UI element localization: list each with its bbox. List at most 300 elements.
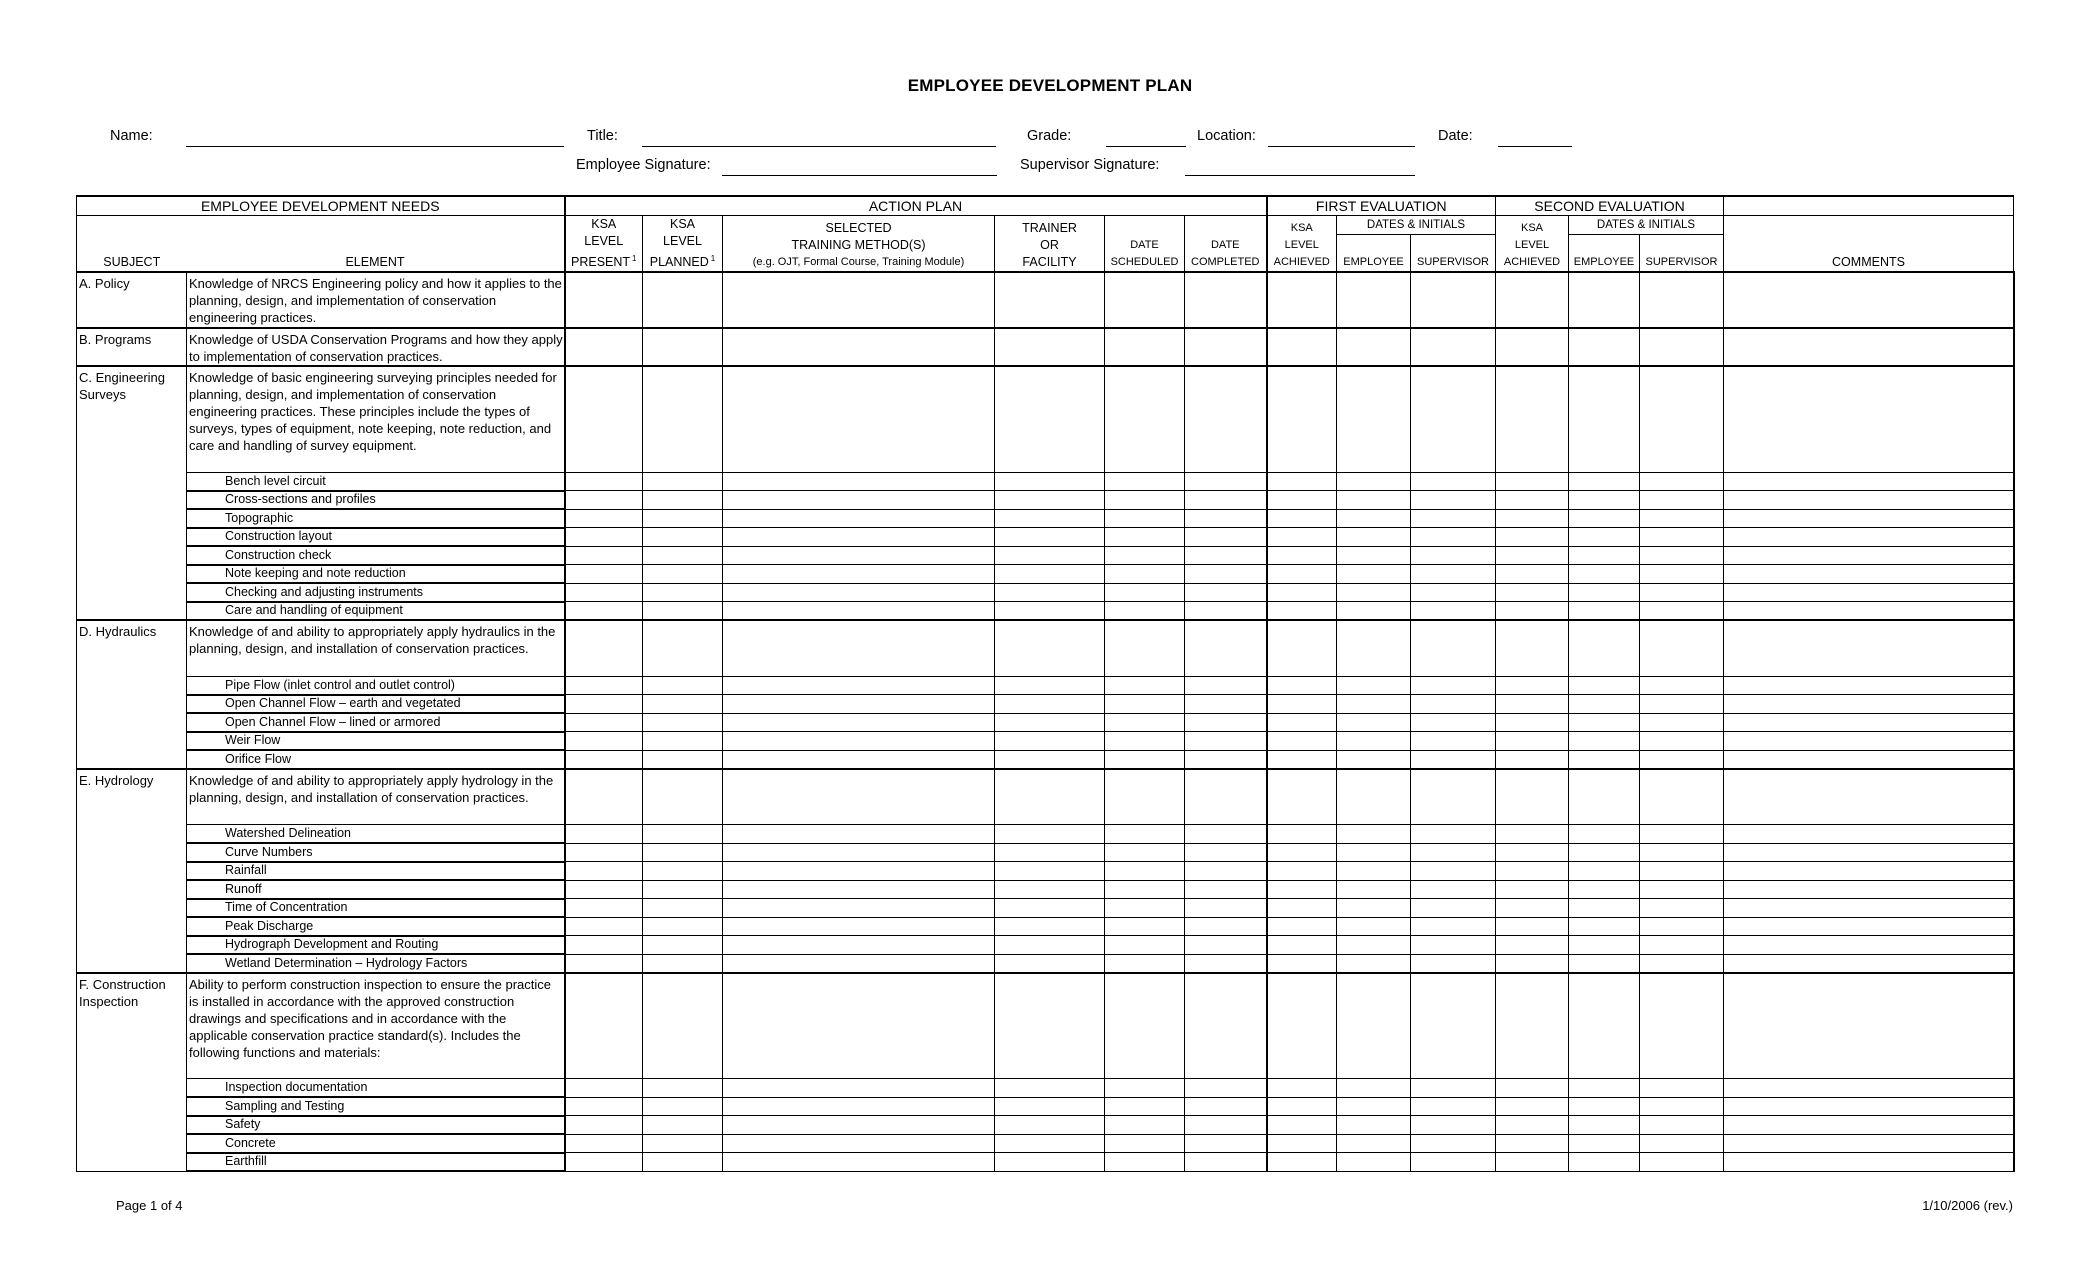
- entry-cell[interactable]: [1496, 1153, 1569, 1172]
- entry-cell[interactable]: [1185, 472, 1267, 491]
- entry-cell[interactable]: [1411, 862, 1496, 881]
- entry-cell[interactable]: [1411, 732, 1496, 751]
- entry-cell[interactable]: [1105, 1097, 1185, 1116]
- entry-cell[interactable]: [1185, 1116, 1267, 1135]
- entry-cell[interactable]: [643, 583, 723, 602]
- entry-cell[interactable]: [995, 954, 1105, 973]
- entry-cell[interactable]: [1640, 936, 1724, 955]
- entry-cell[interactable]: [723, 769, 995, 825]
- entry-cell[interactable]: [723, 546, 995, 565]
- entry-cell[interactable]: [995, 1134, 1105, 1153]
- entry-cell[interactable]: [1411, 713, 1496, 732]
- entry-cell[interactable]: [565, 620, 643, 676]
- entry-cell[interactable]: [1569, 272, 1640, 328]
- entry-cell[interactable]: [1569, 954, 1640, 973]
- entry-cell[interactable]: [995, 620, 1105, 676]
- entry-cell[interactable]: [1105, 328, 1185, 366]
- entry-cell[interactable]: [1496, 546, 1569, 565]
- entry-cell[interactable]: [1185, 825, 1267, 844]
- entry-cell[interactable]: [1411, 695, 1496, 714]
- entry-cell[interactable]: [1496, 917, 1569, 936]
- entry-cell[interactable]: [1185, 491, 1267, 510]
- entry-cell[interactable]: [1569, 917, 1640, 936]
- entry-cell[interactable]: [1569, 695, 1640, 714]
- entry-cell[interactable]: [1496, 366, 1569, 472]
- entry-cell[interactable]: [723, 1116, 995, 1135]
- entry-cell[interactable]: [1105, 825, 1185, 844]
- entry-cell[interactable]: [1569, 366, 1640, 472]
- entry-cell[interactable]: [565, 1116, 643, 1135]
- entry-cell[interactable]: [1640, 509, 1724, 528]
- name-field[interactable]: [186, 146, 564, 147]
- entry-cell[interactable]: [565, 1134, 643, 1153]
- entry-cell[interactable]: [1337, 676, 1411, 695]
- entry-cell[interactable]: [995, 936, 1105, 955]
- entry-cell[interactable]: [1640, 472, 1724, 491]
- entry-cell[interactable]: [1640, 880, 1724, 899]
- entry-cell[interactable]: [723, 328, 995, 366]
- entry-cell[interactable]: [565, 472, 643, 491]
- entry-cell[interactable]: [565, 954, 643, 973]
- entry-cell[interactable]: [1496, 583, 1569, 602]
- entry-cell[interactable]: [1640, 713, 1724, 732]
- entry-cell[interactable]: [1267, 769, 1337, 825]
- entry-cell[interactable]: [1496, 880, 1569, 899]
- entry-cell[interactable]: [1411, 272, 1496, 328]
- entry-cell[interactable]: [1496, 491, 1569, 510]
- entry-cell[interactable]: [1496, 732, 1569, 751]
- entry-cell[interactable]: [1185, 862, 1267, 881]
- entry-cell[interactable]: [1411, 917, 1496, 936]
- entry-cell[interactable]: [995, 509, 1105, 528]
- entry-cell[interactable]: [1267, 1079, 1337, 1098]
- entry-cell[interactable]: [1337, 880, 1411, 899]
- location-field[interactable]: [1268, 146, 1415, 147]
- entry-cell[interactable]: [1569, 750, 1640, 769]
- entry-cell[interactable]: [1724, 583, 2014, 602]
- entry-cell[interactable]: [1267, 328, 1337, 366]
- entry-cell[interactable]: [1267, 973, 1337, 1079]
- entry-cell[interactable]: [1185, 695, 1267, 714]
- entry-cell[interactable]: [1337, 936, 1411, 955]
- entry-cell[interactable]: [1105, 769, 1185, 825]
- entry-cell[interactable]: [1185, 620, 1267, 676]
- grade-field[interactable]: [1106, 146, 1186, 147]
- entry-cell[interactable]: [995, 491, 1105, 510]
- entry-cell[interactable]: [1185, 899, 1267, 918]
- entry-cell[interactable]: [1496, 862, 1569, 881]
- entry-cell[interactable]: [1105, 620, 1185, 676]
- entry-cell[interactable]: [1267, 713, 1337, 732]
- entry-cell[interactable]: [1640, 491, 1724, 510]
- supervisor-signature-field[interactable]: [1185, 175, 1415, 176]
- entry-cell[interactable]: [1569, 713, 1640, 732]
- entry-cell[interactable]: [1569, 1097, 1640, 1116]
- entry-cell[interactable]: [1640, 732, 1724, 751]
- entry-cell[interactable]: [995, 862, 1105, 881]
- entry-cell[interactable]: [1496, 713, 1569, 732]
- entry-cell[interactable]: [643, 1079, 723, 1098]
- entry-cell[interactable]: [1569, 546, 1640, 565]
- entry-cell[interactable]: [1411, 1116, 1496, 1135]
- employee-signature-field[interactable]: [722, 175, 997, 176]
- entry-cell[interactable]: [1185, 732, 1267, 751]
- entry-cell[interactable]: [1105, 917, 1185, 936]
- entry-cell[interactable]: [1496, 936, 1569, 955]
- entry-cell[interactable]: [1724, 546, 2014, 565]
- entry-cell[interactable]: [1411, 936, 1496, 955]
- entry-cell[interactable]: [1640, 1153, 1724, 1172]
- entry-cell[interactable]: [643, 602, 723, 621]
- entry-cell[interactable]: [1569, 472, 1640, 491]
- entry-cell[interactable]: [995, 825, 1105, 844]
- entry-cell[interactable]: [1105, 272, 1185, 328]
- entry-cell[interactable]: [643, 509, 723, 528]
- entry-cell[interactable]: [565, 1097, 643, 1116]
- entry-cell[interactable]: [1411, 973, 1496, 1079]
- entry-cell[interactable]: [1640, 546, 1724, 565]
- entry-cell[interactable]: [1185, 565, 1267, 584]
- entry-cell[interactable]: [565, 328, 643, 366]
- entry-cell[interactable]: [1105, 583, 1185, 602]
- date-field[interactable]: [1498, 146, 1572, 147]
- entry-cell[interactable]: [1411, 769, 1496, 825]
- entry-cell[interactable]: [1569, 528, 1640, 547]
- entry-cell[interactable]: [1640, 272, 1724, 328]
- entry-cell[interactable]: [643, 272, 723, 328]
- entry-cell[interactable]: [723, 750, 995, 769]
- entry-cell[interactable]: [1724, 862, 2014, 881]
- entry-cell[interactable]: [1267, 1134, 1337, 1153]
- entry-cell[interactable]: [1185, 880, 1267, 899]
- entry-cell[interactable]: [565, 936, 643, 955]
- entry-cell[interactable]: [1569, 843, 1640, 862]
- entry-cell[interactable]: [1411, 583, 1496, 602]
- entry-cell[interactable]: [1640, 565, 1724, 584]
- entry-cell[interactable]: [1724, 973, 2014, 1079]
- entry-cell[interactable]: [1337, 528, 1411, 547]
- entry-cell[interactable]: [1337, 973, 1411, 1079]
- entry-cell[interactable]: [643, 862, 723, 881]
- entry-cell[interactable]: [1724, 825, 2014, 844]
- entry-cell[interactable]: [1337, 954, 1411, 973]
- entry-cell[interactable]: [643, 880, 723, 899]
- entry-cell[interactable]: [1267, 472, 1337, 491]
- entry-cell[interactable]: [995, 1116, 1105, 1135]
- entry-cell[interactable]: [1569, 936, 1640, 955]
- entry-cell[interactable]: [1496, 1097, 1569, 1116]
- entry-cell[interactable]: [1640, 862, 1724, 881]
- entry-cell[interactable]: [643, 917, 723, 936]
- entry-cell[interactable]: [1105, 1079, 1185, 1098]
- entry-cell[interactable]: [1105, 936, 1185, 955]
- entry-cell[interactable]: [1185, 750, 1267, 769]
- entry-cell[interactable]: [643, 1097, 723, 1116]
- entry-cell[interactable]: [1267, 676, 1337, 695]
- entry-cell[interactable]: [1267, 565, 1337, 584]
- entry-cell[interactable]: [1496, 954, 1569, 973]
- entry-cell[interactable]: [995, 676, 1105, 695]
- entry-cell[interactable]: [1496, 472, 1569, 491]
- entry-cell[interactable]: [1569, 1079, 1640, 1098]
- entry-cell[interactable]: [1411, 565, 1496, 584]
- entry-cell[interactable]: [1724, 509, 2014, 528]
- entry-cell[interactable]: [643, 676, 723, 695]
- entry-cell[interactable]: [1724, 954, 2014, 973]
- entry-cell[interactable]: [995, 769, 1105, 825]
- entry-cell[interactable]: [995, 880, 1105, 899]
- entry-cell[interactable]: [1105, 565, 1185, 584]
- entry-cell[interactable]: [1105, 546, 1185, 565]
- entry-cell[interactable]: [643, 491, 723, 510]
- entry-cell[interactable]: [1724, 472, 2014, 491]
- entry-cell[interactable]: [1337, 732, 1411, 751]
- entry-cell[interactable]: [1569, 620, 1640, 676]
- entry-cell[interactable]: [723, 695, 995, 714]
- entry-cell[interactable]: [1267, 843, 1337, 862]
- entry-cell[interactable]: [1185, 366, 1267, 472]
- entry-cell[interactable]: [1185, 1153, 1267, 1172]
- entry-cell[interactable]: [1105, 528, 1185, 547]
- entry-cell[interactable]: [565, 676, 643, 695]
- entry-cell[interactable]: [643, 1116, 723, 1135]
- entry-cell[interactable]: [1569, 676, 1640, 695]
- entry-cell[interactable]: [1337, 862, 1411, 881]
- entry-cell[interactable]: [723, 880, 995, 899]
- entry-cell[interactable]: [995, 843, 1105, 862]
- entry-cell[interactable]: [1640, 1116, 1724, 1135]
- entry-cell[interactable]: [723, 509, 995, 528]
- entry-cell[interactable]: [1724, 1134, 2014, 1153]
- entry-cell[interactable]: [1105, 843, 1185, 862]
- entry-cell[interactable]: [995, 695, 1105, 714]
- entry-cell[interactable]: [1640, 917, 1724, 936]
- entry-cell[interactable]: [565, 565, 643, 584]
- entry-cell[interactable]: [1411, 620, 1496, 676]
- entry-cell[interactable]: [565, 491, 643, 510]
- entry-cell[interactable]: [723, 917, 995, 936]
- entry-cell[interactable]: [1267, 750, 1337, 769]
- entry-cell[interactable]: [1337, 825, 1411, 844]
- entry-cell[interactable]: [643, 732, 723, 751]
- entry-cell[interactable]: [723, 843, 995, 862]
- entry-cell[interactable]: [1185, 509, 1267, 528]
- entry-cell[interactable]: [643, 750, 723, 769]
- entry-cell[interactable]: [643, 899, 723, 918]
- entry-cell[interactable]: [1569, 769, 1640, 825]
- entry-cell[interactable]: [1337, 713, 1411, 732]
- entry-cell[interactable]: [1640, 750, 1724, 769]
- entry-cell[interactable]: [1105, 880, 1185, 899]
- entry-cell[interactable]: [995, 1153, 1105, 1172]
- entry-cell[interactable]: [995, 272, 1105, 328]
- entry-cell[interactable]: [1267, 602, 1337, 621]
- entry-cell[interactable]: [1337, 472, 1411, 491]
- entry-cell[interactable]: [643, 620, 723, 676]
- entry-cell[interactable]: [1569, 565, 1640, 584]
- entry-cell[interactable]: [1337, 1134, 1411, 1153]
- entry-cell[interactable]: [1267, 732, 1337, 751]
- entry-cell[interactable]: [1640, 769, 1724, 825]
- entry-cell[interactable]: [1724, 713, 2014, 732]
- entry-cell[interactable]: [1411, 366, 1496, 472]
- entry-cell[interactable]: [1724, 366, 2014, 472]
- entry-cell[interactable]: [1337, 1153, 1411, 1172]
- entry-cell[interactable]: [1185, 917, 1267, 936]
- title-field[interactable]: [642, 146, 996, 147]
- entry-cell[interactable]: [1411, 843, 1496, 862]
- entry-cell[interactable]: [1267, 825, 1337, 844]
- entry-cell[interactable]: [1185, 583, 1267, 602]
- entry-cell[interactable]: [723, 620, 995, 676]
- entry-cell[interactable]: [1496, 328, 1569, 366]
- entry-cell[interactable]: [1724, 695, 2014, 714]
- entry-cell[interactable]: [565, 973, 643, 1079]
- entry-cell[interactable]: [1267, 1097, 1337, 1116]
- entry-cell[interactable]: [1640, 583, 1724, 602]
- entry-cell[interactable]: [1640, 1134, 1724, 1153]
- entry-cell[interactable]: [1724, 732, 2014, 751]
- entry-cell[interactable]: [1411, 1134, 1496, 1153]
- entry-cell[interactable]: [995, 472, 1105, 491]
- entry-cell[interactable]: [995, 546, 1105, 565]
- entry-cell[interactable]: [1496, 825, 1569, 844]
- entry-cell[interactable]: [1185, 1079, 1267, 1098]
- entry-cell[interactable]: [643, 769, 723, 825]
- entry-cell[interactable]: [1337, 695, 1411, 714]
- entry-cell[interactable]: [643, 695, 723, 714]
- entry-cell[interactable]: [1724, 769, 2014, 825]
- entry-cell[interactable]: [995, 713, 1105, 732]
- entry-cell[interactable]: [995, 366, 1105, 472]
- entry-cell[interactable]: [1185, 954, 1267, 973]
- entry-cell[interactable]: [1569, 862, 1640, 881]
- entry-cell[interactable]: [1569, 1153, 1640, 1172]
- entry-cell[interactable]: [1724, 1079, 2014, 1098]
- entry-cell[interactable]: [1267, 491, 1337, 510]
- entry-cell[interactable]: [565, 695, 643, 714]
- entry-cell[interactable]: [723, 899, 995, 918]
- entry-cell[interactable]: [723, 565, 995, 584]
- entry-cell[interactable]: [995, 732, 1105, 751]
- entry-cell[interactable]: [1411, 1153, 1496, 1172]
- entry-cell[interactable]: [723, 973, 995, 1079]
- entry-cell[interactable]: [1640, 843, 1724, 862]
- entry-cell[interactable]: [1267, 509, 1337, 528]
- entry-cell[interactable]: [1337, 1097, 1411, 1116]
- entry-cell[interactable]: [1411, 509, 1496, 528]
- entry-cell[interactable]: [723, 954, 995, 973]
- entry-cell[interactable]: [1105, 1153, 1185, 1172]
- entry-cell[interactable]: [1411, 328, 1496, 366]
- entry-cell[interactable]: [1267, 899, 1337, 918]
- entry-cell[interactable]: [1569, 973, 1640, 1079]
- entry-cell[interactable]: [1267, 272, 1337, 328]
- entry-cell[interactable]: [1724, 936, 2014, 955]
- entry-cell[interactable]: [1640, 676, 1724, 695]
- entry-cell[interactable]: [643, 528, 723, 547]
- entry-cell[interactable]: [723, 936, 995, 955]
- entry-cell[interactable]: [1267, 917, 1337, 936]
- entry-cell[interactable]: [723, 1153, 995, 1172]
- entry-cell[interactable]: [1267, 366, 1337, 472]
- entry-cell[interactable]: [643, 546, 723, 565]
- entry-cell[interactable]: [1496, 272, 1569, 328]
- entry-cell[interactable]: [1267, 695, 1337, 714]
- entry-cell[interactable]: [1267, 1153, 1337, 1172]
- entry-cell[interactable]: [643, 1153, 723, 1172]
- entry-cell[interactable]: [1185, 1097, 1267, 1116]
- entry-cell[interactable]: [1105, 973, 1185, 1079]
- entry-cell[interactable]: [1569, 328, 1640, 366]
- entry-cell[interactable]: [1337, 491, 1411, 510]
- entry-cell[interactable]: [995, 1097, 1105, 1116]
- entry-cell[interactable]: [1337, 843, 1411, 862]
- entry-cell[interactable]: [1267, 620, 1337, 676]
- entry-cell[interactable]: [1411, 750, 1496, 769]
- entry-cell[interactable]: [1105, 713, 1185, 732]
- entry-cell[interactable]: [1105, 750, 1185, 769]
- entry-cell[interactable]: [723, 272, 995, 328]
- entry-cell[interactable]: [1337, 1116, 1411, 1135]
- entry-cell[interactable]: [1724, 528, 2014, 547]
- entry-cell[interactable]: [1496, 843, 1569, 862]
- entry-cell[interactable]: [643, 954, 723, 973]
- entry-cell[interactable]: [723, 732, 995, 751]
- entry-cell[interactable]: [1569, 825, 1640, 844]
- entry-cell[interactable]: [1569, 732, 1640, 751]
- entry-cell[interactable]: [723, 862, 995, 881]
- entry-cell[interactable]: [565, 272, 643, 328]
- entry-cell[interactable]: [723, 713, 995, 732]
- entry-cell[interactable]: [1724, 602, 2014, 621]
- entry-cell[interactable]: [1569, 491, 1640, 510]
- entry-cell[interactable]: [1569, 509, 1640, 528]
- entry-cell[interactable]: [1640, 954, 1724, 973]
- entry-cell[interactable]: [995, 528, 1105, 547]
- entry-cell[interactable]: [723, 366, 995, 472]
- entry-cell[interactable]: [1496, 528, 1569, 547]
- entry-cell[interactable]: [723, 491, 995, 510]
- entry-cell[interactable]: [723, 1097, 995, 1116]
- entry-cell[interactable]: [723, 528, 995, 547]
- entry-cell[interactable]: [1185, 1134, 1267, 1153]
- entry-cell[interactable]: [995, 973, 1105, 1079]
- entry-cell[interactable]: [1267, 546, 1337, 565]
- entry-cell[interactable]: [1640, 899, 1724, 918]
- entry-cell[interactable]: [1724, 620, 2014, 676]
- entry-cell[interactable]: [1724, 880, 2014, 899]
- entry-cell[interactable]: [1411, 825, 1496, 844]
- entry-cell[interactable]: [995, 1079, 1105, 1098]
- entry-cell[interactable]: [643, 973, 723, 1079]
- entry-cell[interactable]: [1411, 602, 1496, 621]
- entry-cell[interactable]: [1411, 528, 1496, 547]
- entry-cell[interactable]: [565, 1153, 643, 1172]
- entry-cell[interactable]: [723, 825, 995, 844]
- entry-cell[interactable]: [643, 328, 723, 366]
- entry-cell[interactable]: [995, 899, 1105, 918]
- entry-cell[interactable]: [1724, 1116, 2014, 1135]
- entry-cell[interactable]: [643, 565, 723, 584]
- entry-cell[interactable]: [1185, 546, 1267, 565]
- entry-cell[interactable]: [1267, 528, 1337, 547]
- entry-cell[interactable]: [1496, 1134, 1569, 1153]
- entry-cell[interactable]: [1411, 954, 1496, 973]
- entry-cell[interactable]: [1411, 472, 1496, 491]
- entry-cell[interactable]: [565, 602, 643, 621]
- entry-cell[interactable]: [1724, 1097, 2014, 1116]
